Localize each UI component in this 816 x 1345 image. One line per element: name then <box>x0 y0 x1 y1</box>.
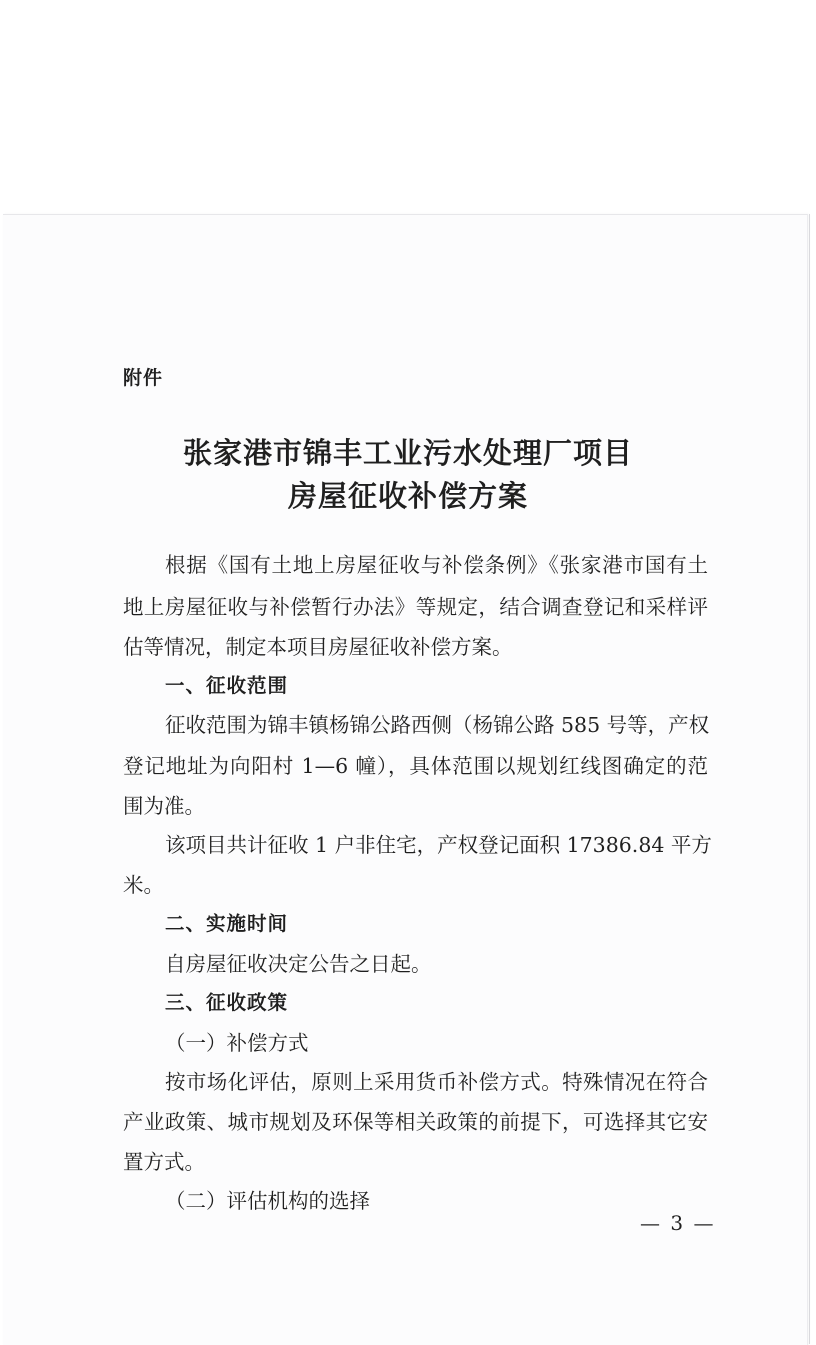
attachment-label: 附件 <box>123 367 164 389</box>
paragraph-line: 征收范围为锦丰镇杨锦公路西侧（杨锦公路 585 号等，产权 <box>165 713 710 737</box>
paragraph-line: 估等情况，制定本项目房屋征收补偿方案。 <box>123 635 513 659</box>
paragraph-line: 产业政策、城市规划及环保等相关政策的前提下，可选择其它安 <box>123 1110 708 1134</box>
paragraph-line: 围为准。 <box>123 794 205 818</box>
paragraph-line: 自房屋征收决定公告之日起。 <box>165 952 432 976</box>
page-number: — 3 — <box>640 1211 716 1235</box>
section-heading: 二、实施时间 <box>165 912 289 935</box>
section-heading: 一、征收范围 <box>165 674 289 697</box>
page-edge <box>809 214 810 1344</box>
paragraph-line: 该项目共计征收 1 户非住宅，产权登记面积 17386.84 平方 <box>165 833 712 857</box>
document-title-line-1: 张家港市锦丰工业污水处理厂项目 <box>182 436 633 470</box>
paragraph-line: 地上房屋征收与补偿暂行办法》等规定，结合调查登记和采样评 <box>123 595 708 619</box>
subsection-heading: （一）补偿方式 <box>165 1031 309 1055</box>
section-heading: 三、征收政策 <box>165 991 289 1014</box>
subsection-heading: （二）评估机构的选择 <box>165 1189 370 1213</box>
scan-margin <box>0 0 816 214</box>
paragraph-line: 登记地址为向阳村 1—6 幢），具体范围以规划红线图确定的范 <box>123 754 708 778</box>
paragraph-line: 根据《国有土地上房屋征收与补偿条例》《张家港市国有土 <box>165 553 708 577</box>
paragraph-line: 按市场化评估，原则上采用货币补偿方式。特殊情况在符合 <box>165 1070 708 1094</box>
document-title-line-2: 房屋征收补偿方案 <box>287 479 528 513</box>
paragraph-line: 米。 <box>123 873 164 897</box>
paragraph-line: 置方式。 <box>123 1150 205 1174</box>
